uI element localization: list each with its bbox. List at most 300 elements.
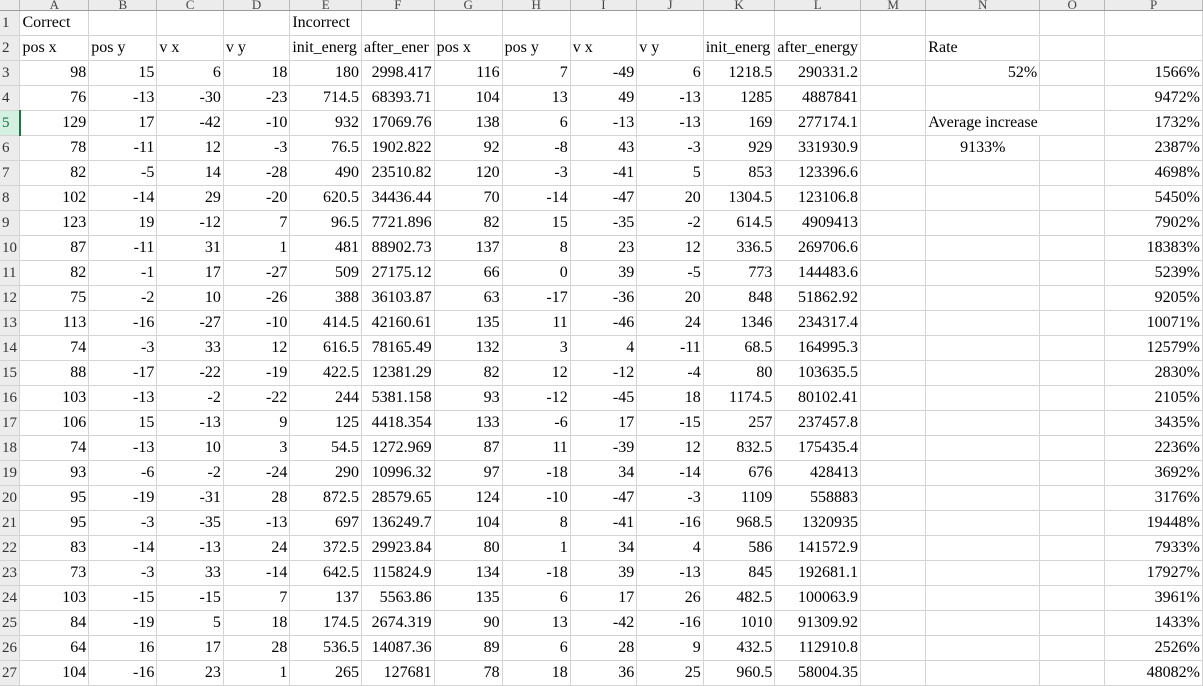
cell-d9[interactable]: 7: [223, 211, 290, 236]
cell-i18[interactable]: -39: [570, 436, 637, 461]
cell-c25[interactable]: 5: [157, 611, 224, 636]
cell-c16[interactable]: -2: [157, 386, 224, 411]
cell-b13[interactable]: -16: [89, 311, 157, 336]
cell-a3[interactable]: 98: [20, 61, 89, 86]
cell-d27[interactable]: 1: [223, 661, 290, 686]
cell-l19[interactable]: 428413: [775, 461, 861, 486]
cell-n17[interactable]: [926, 411, 1040, 436]
cell-n3[interactable]: 52%: [926, 61, 1040, 86]
cell-a8[interactable]: 102: [20, 186, 89, 211]
cell-m16[interactable]: [860, 386, 925, 411]
cell-c15[interactable]: -22: [157, 361, 224, 386]
cell-o21[interactable]: [1040, 511, 1105, 536]
cell-p2[interactable]: [1105, 36, 1203, 61]
cell-k6[interactable]: 929: [703, 136, 775, 161]
cell-e16[interactable]: 244: [290, 386, 362, 411]
cell-f18[interactable]: 1272.969: [362, 436, 435, 461]
cell-n23[interactable]: [926, 561, 1040, 586]
cell-i5[interactable]: -13: [570, 111, 637, 136]
cell-p5[interactable]: 1732%: [1105, 111, 1203, 136]
cell-b16[interactable]: -13: [89, 386, 157, 411]
cell-b27[interactable]: -16: [89, 661, 157, 686]
cell-a9[interactable]: 123: [20, 211, 89, 236]
cell-h12[interactable]: -17: [502, 286, 570, 311]
cell-n11[interactable]: [926, 261, 1040, 286]
cell-m27[interactable]: [860, 661, 925, 686]
cell-k21[interactable]: 968.5: [703, 511, 775, 536]
cell-h11[interactable]: 0: [502, 261, 570, 286]
cell-a16[interactable]: 103: [20, 386, 89, 411]
cell-c6[interactable]: 12: [157, 136, 224, 161]
cell-c8[interactable]: 29: [157, 186, 224, 211]
cell-e9[interactable]: 96.5: [290, 211, 362, 236]
cell-l24[interactable]: 100063.9: [775, 586, 861, 611]
cell-c14[interactable]: 33: [157, 336, 224, 361]
column-header-i[interactable]: I: [570, 0, 637, 11]
cell-n6[interactable]: 9133%: [926, 136, 1040, 161]
cell-n5[interactable]: Average increase: [926, 111, 1040, 136]
cell-g24[interactable]: 135: [434, 586, 502, 611]
cell-c11[interactable]: 17: [157, 261, 224, 286]
cell-p26[interactable]: 2526%: [1105, 636, 1203, 661]
cell-k2[interactable]: init_energ: [703, 36, 775, 61]
cell-n27[interactable]: [926, 661, 1040, 686]
cell-h5[interactable]: 6: [502, 111, 570, 136]
cell-i20[interactable]: -47: [570, 486, 637, 511]
cell-a6[interactable]: 78: [20, 136, 89, 161]
cell-p13[interactable]: 10071%: [1105, 311, 1203, 336]
cell-c10[interactable]: 31: [157, 236, 224, 261]
cell-k16[interactable]: 1174.5: [703, 386, 775, 411]
cell-d1[interactable]: [223, 11, 290, 36]
cell-k5[interactable]: 169: [703, 111, 775, 136]
cell-g26[interactable]: 89: [434, 636, 502, 661]
cell-g6[interactable]: 92: [434, 136, 502, 161]
cell-a18[interactable]: 74: [20, 436, 89, 461]
cell-c1[interactable]: [157, 11, 224, 36]
cell-o20[interactable]: [1040, 486, 1105, 511]
cell-c7[interactable]: 14: [157, 161, 224, 186]
cell-l3[interactable]: 290331.2: [775, 61, 861, 86]
cell-g15[interactable]: 82: [434, 361, 502, 386]
cell-h7[interactable]: -3: [502, 161, 570, 186]
cell-e5[interactable]: 932: [290, 111, 362, 136]
cell-o24[interactable]: [1040, 586, 1105, 611]
cell-i25[interactable]: -42: [570, 611, 637, 636]
cell-c23[interactable]: 33: [157, 561, 224, 586]
cell-n21[interactable]: [926, 511, 1040, 536]
cell-e26[interactable]: 536.5: [290, 636, 362, 661]
cell-d16[interactable]: -22: [223, 386, 290, 411]
cell-h24[interactable]: 6: [502, 586, 570, 611]
column-header-k[interactable]: K: [703, 0, 775, 11]
cell-m23[interactable]: [860, 561, 925, 586]
cell-m14[interactable]: [860, 336, 925, 361]
cell-o10[interactable]: [1040, 236, 1105, 261]
cell-m11[interactable]: [860, 261, 925, 286]
cell-a19[interactable]: 93: [20, 461, 89, 486]
cell-e17[interactable]: 125: [290, 411, 362, 436]
cell-c21[interactable]: -35: [157, 511, 224, 536]
cell-b12[interactable]: -2: [89, 286, 157, 311]
row-header-27[interactable]: 27: [0, 661, 20, 686]
cell-d3[interactable]: 18: [223, 61, 290, 86]
cell-b26[interactable]: 16: [89, 636, 157, 661]
cell-d11[interactable]: -27: [223, 261, 290, 286]
cell-l16[interactable]: 80102.41: [775, 386, 861, 411]
row-header-9[interactable]: 9: [0, 211, 20, 236]
cell-a7[interactable]: 82: [20, 161, 89, 186]
cell-i23[interactable]: 39: [570, 561, 637, 586]
cell-i9[interactable]: -35: [570, 211, 637, 236]
cell-a12[interactable]: 75: [20, 286, 89, 311]
cell-f8[interactable]: 34436.44: [362, 186, 435, 211]
cell-k18[interactable]: 832.5: [703, 436, 775, 461]
cell-e21[interactable]: 697: [290, 511, 362, 536]
cell-h9[interactable]: 15: [502, 211, 570, 236]
cell-k25[interactable]: 1010: [703, 611, 775, 636]
cell-i14[interactable]: 4: [570, 336, 637, 361]
cell-h8[interactable]: -14: [502, 186, 570, 211]
cell-j5[interactable]: -13: [637, 111, 704, 136]
cell-b20[interactable]: -19: [89, 486, 157, 511]
cell-g1[interactable]: [434, 11, 502, 36]
row-header-1[interactable]: 1: [0, 11, 20, 36]
cell-j2[interactable]: v y: [637, 36, 704, 61]
cell-p19[interactable]: 3692%: [1105, 461, 1203, 486]
cell-h16[interactable]: -12: [502, 386, 570, 411]
row-header-10[interactable]: 10: [0, 236, 20, 261]
cell-l17[interactable]: 237457.8: [775, 411, 861, 436]
cell-a21[interactable]: 95: [20, 511, 89, 536]
cell-n20[interactable]: [926, 486, 1040, 511]
cell-e13[interactable]: 414.5: [290, 311, 362, 336]
cell-d21[interactable]: -13: [223, 511, 290, 536]
cell-f9[interactable]: 7721.896: [362, 211, 435, 236]
cell-e7[interactable]: 490: [290, 161, 362, 186]
cell-c22[interactable]: -13: [157, 536, 224, 561]
cell-o1[interactable]: [1040, 11, 1105, 36]
cell-h20[interactable]: -10: [502, 486, 570, 511]
cell-a13[interactable]: 113: [20, 311, 89, 336]
cell-d25[interactable]: 18: [223, 611, 290, 636]
cell-f13[interactable]: 42160.61: [362, 311, 435, 336]
cell-i19[interactable]: 34: [570, 461, 637, 486]
cell-b11[interactable]: -1: [89, 261, 157, 286]
cell-n14[interactable]: [926, 336, 1040, 361]
cell-n13[interactable]: [926, 311, 1040, 336]
select-all-corner[interactable]: [0, 0, 20, 11]
cell-e27[interactable]: 265: [290, 661, 362, 686]
cell-h22[interactable]: 1: [502, 536, 570, 561]
cell-f1[interactable]: [362, 11, 435, 36]
cell-b19[interactable]: -6: [89, 461, 157, 486]
cell-m5[interactable]: [860, 111, 925, 136]
cell-o9[interactable]: [1040, 211, 1105, 236]
column-header-o[interactable]: O: [1040, 0, 1105, 11]
cell-f25[interactable]: 2674.319: [362, 611, 435, 636]
cell-o17[interactable]: [1040, 411, 1105, 436]
cell-n15[interactable]: [926, 361, 1040, 386]
cell-b7[interactable]: -5: [89, 161, 157, 186]
cell-c5[interactable]: -42: [157, 111, 224, 136]
cell-n22[interactable]: [926, 536, 1040, 561]
cell-g16[interactable]: 93: [434, 386, 502, 411]
cell-j8[interactable]: 20: [637, 186, 704, 211]
row-header-6[interactable]: 6: [0, 136, 20, 161]
cell-b23[interactable]: -3: [89, 561, 157, 586]
cell-a20[interactable]: 95: [20, 486, 89, 511]
cell-e1[interactable]: Incorrect: [290, 11, 362, 36]
cell-l5[interactable]: 277174.1: [775, 111, 861, 136]
cell-h13[interactable]: 11: [502, 311, 570, 336]
cell-k10[interactable]: 336.5: [703, 236, 775, 261]
cell-a24[interactable]: 103: [20, 586, 89, 611]
cell-b22[interactable]: -14: [89, 536, 157, 561]
row-header-4[interactable]: 4: [0, 86, 20, 111]
cell-m7[interactable]: [860, 161, 925, 186]
row-header-5[interactable]: 5: [0, 111, 20, 136]
cell-j23[interactable]: -13: [637, 561, 704, 586]
cell-a25[interactable]: 84: [20, 611, 89, 636]
cell-d22[interactable]: 24: [223, 536, 290, 561]
cell-h17[interactable]: -6: [502, 411, 570, 436]
cell-d17[interactable]: 9: [223, 411, 290, 436]
cell-p25[interactable]: 1433%: [1105, 611, 1203, 636]
cell-o8[interactable]: [1040, 186, 1105, 211]
cell-l4[interactable]: 4887841: [775, 86, 861, 111]
cell-o26[interactable]: [1040, 636, 1105, 661]
cell-m18[interactable]: [860, 436, 925, 461]
cell-j24[interactable]: 26: [637, 586, 704, 611]
row-header-16[interactable]: 16: [0, 386, 20, 411]
cell-h10[interactable]: 8: [502, 236, 570, 261]
cell-g9[interactable]: 82: [434, 211, 502, 236]
cell-j11[interactable]: -5: [637, 261, 704, 286]
cell-c26[interactable]: 17: [157, 636, 224, 661]
cell-j19[interactable]: -14: [637, 461, 704, 486]
cell-l23[interactable]: 192681.1: [775, 561, 861, 586]
cell-b21[interactable]: -3: [89, 511, 157, 536]
cell-k3[interactable]: 1218.5: [703, 61, 775, 86]
cell-l8[interactable]: 123106.8: [775, 186, 861, 211]
cell-h3[interactable]: 7: [502, 61, 570, 86]
cell-o25[interactable]: [1040, 611, 1105, 636]
cell-a11[interactable]: 82: [20, 261, 89, 286]
cell-j10[interactable]: 12: [637, 236, 704, 261]
row-header-7[interactable]: 7: [0, 161, 20, 186]
cell-i26[interactable]: 28: [570, 636, 637, 661]
cell-h1[interactable]: [502, 11, 570, 36]
cell-f11[interactable]: 27175.12: [362, 261, 435, 286]
cell-o23[interactable]: [1040, 561, 1105, 586]
cell-i27[interactable]: 36: [570, 661, 637, 686]
cell-c24[interactable]: -15: [157, 586, 224, 611]
cell-m4[interactable]: [860, 86, 925, 111]
cell-h4[interactable]: 13: [502, 86, 570, 111]
cell-o27[interactable]: [1040, 661, 1105, 686]
cell-p4[interactable]: 9472%: [1105, 86, 1203, 111]
cell-h23[interactable]: -18: [502, 561, 570, 586]
cell-k22[interactable]: 586: [703, 536, 775, 561]
cell-c2[interactable]: v x: [157, 36, 224, 61]
cell-i21[interactable]: -41: [570, 511, 637, 536]
cell-g13[interactable]: 135: [434, 311, 502, 336]
cell-c4[interactable]: -30: [157, 86, 224, 111]
cell-b10[interactable]: -11: [89, 236, 157, 261]
row-header-18[interactable]: 18: [0, 436, 20, 461]
cell-i1[interactable]: [570, 11, 637, 36]
cell-b25[interactable]: -19: [89, 611, 157, 636]
cell-g12[interactable]: 63: [434, 286, 502, 311]
cell-l14[interactable]: 164995.3: [775, 336, 861, 361]
cell-o7[interactable]: [1040, 161, 1105, 186]
cell-a27[interactable]: 104: [20, 661, 89, 686]
row-header-17[interactable]: 17: [0, 411, 20, 436]
cell-b24[interactable]: -15: [89, 586, 157, 611]
cell-g5[interactable]: 138: [434, 111, 502, 136]
cell-o12[interactable]: [1040, 286, 1105, 311]
column-header-j[interactable]: J: [637, 0, 704, 11]
cell-g14[interactable]: 132: [434, 336, 502, 361]
cell-k12[interactable]: 848: [703, 286, 775, 311]
column-header-n[interactable]: N: [926, 0, 1040, 11]
cell-f26[interactable]: 14087.36: [362, 636, 435, 661]
cell-m15[interactable]: [860, 361, 925, 386]
cell-e24[interactable]: 137: [290, 586, 362, 611]
cell-p10[interactable]: 18383%: [1105, 236, 1203, 261]
cell-i12[interactable]: -36: [570, 286, 637, 311]
cell-n1[interactable]: [926, 11, 1040, 36]
cell-e25[interactable]: 174.5: [290, 611, 362, 636]
cell-c13[interactable]: -27: [157, 311, 224, 336]
cell-d4[interactable]: -23: [223, 86, 290, 111]
cell-a5[interactable]: 129: [20, 111, 89, 136]
cell-l7[interactable]: 123396.6: [775, 161, 861, 186]
cell-f14[interactable]: 78165.49: [362, 336, 435, 361]
cell-l2[interactable]: after_energy: [775, 36, 861, 61]
cell-j17[interactable]: -15: [637, 411, 704, 436]
cell-p20[interactable]: 3176%: [1105, 486, 1203, 511]
cell-p27[interactable]: 48082%: [1105, 661, 1203, 686]
cell-d7[interactable]: -28: [223, 161, 290, 186]
cell-i15[interactable]: -12: [570, 361, 637, 386]
cell-m19[interactable]: [860, 461, 925, 486]
cell-d19[interactable]: -24: [223, 461, 290, 486]
cell-e4[interactable]: 714.5: [290, 86, 362, 111]
cell-m9[interactable]: [860, 211, 925, 236]
cell-o6[interactable]: [1040, 136, 1105, 161]
cell-d15[interactable]: -19: [223, 361, 290, 386]
cell-d10[interactable]: 1: [223, 236, 290, 261]
row-header-13[interactable]: 13: [0, 311, 20, 336]
cell-p12[interactable]: 9205%: [1105, 286, 1203, 311]
cell-f3[interactable]: 2998.417: [362, 61, 435, 86]
cell-i4[interactable]: 49: [570, 86, 637, 111]
cell-a10[interactable]: 87: [20, 236, 89, 261]
cell-f7[interactable]: 23510.82: [362, 161, 435, 186]
cell-m21[interactable]: [860, 511, 925, 536]
cell-n26[interactable]: [926, 636, 1040, 661]
cell-g27[interactable]: 78: [434, 661, 502, 686]
cell-k14[interactable]: 68.5: [703, 336, 775, 361]
cell-b18[interactable]: -13: [89, 436, 157, 461]
cell-h26[interactable]: 6: [502, 636, 570, 661]
cell-n8[interactable]: [926, 186, 1040, 211]
cell-g23[interactable]: 134: [434, 561, 502, 586]
cell-i6[interactable]: 43: [570, 136, 637, 161]
cell-d26[interactable]: 28: [223, 636, 290, 661]
cell-f22[interactable]: 29923.84: [362, 536, 435, 561]
cell-p11[interactable]: 5239%: [1105, 261, 1203, 286]
cell-m20[interactable]: [860, 486, 925, 511]
cell-l21[interactable]: 1320935: [775, 511, 861, 536]
cell-i3[interactable]: -49: [570, 61, 637, 86]
cell-m13[interactable]: [860, 311, 925, 336]
row-header-19[interactable]: 19: [0, 461, 20, 486]
cell-j3[interactable]: 6: [637, 61, 704, 86]
cell-o4[interactable]: [1040, 86, 1105, 111]
row-header-21[interactable]: 21: [0, 511, 20, 536]
cell-g8[interactable]: 70: [434, 186, 502, 211]
column-header-h[interactable]: H: [502, 0, 570, 11]
cell-k1[interactable]: [703, 11, 775, 36]
cell-i24[interactable]: 17: [570, 586, 637, 611]
cell-g19[interactable]: 97: [434, 461, 502, 486]
cell-l10[interactable]: 269706.6: [775, 236, 861, 261]
cell-g7[interactable]: 120: [434, 161, 502, 186]
cell-b1[interactable]: [89, 11, 157, 36]
cell-p9[interactable]: 7902%: [1105, 211, 1203, 236]
cell-k17[interactable]: 257: [703, 411, 775, 436]
cell-o2[interactable]: [1040, 36, 1105, 61]
cell-o19[interactable]: [1040, 461, 1105, 486]
cell-c9[interactable]: -12: [157, 211, 224, 236]
row-header-12[interactable]: 12: [0, 286, 20, 311]
cell-n24[interactable]: [926, 586, 1040, 611]
cell-g20[interactable]: 124: [434, 486, 502, 511]
cell-e15[interactable]: 422.5: [290, 361, 362, 386]
cell-b9[interactable]: 19: [89, 211, 157, 236]
cell-o5[interactable]: [1040, 111, 1105, 136]
cell-j26[interactable]: 9: [637, 636, 704, 661]
column-header-d[interactable]: D: [223, 0, 290, 11]
cell-n10[interactable]: [926, 236, 1040, 261]
column-header-a[interactable]: A: [20, 0, 89, 11]
cell-j22[interactable]: 4: [637, 536, 704, 561]
cell-k13[interactable]: 1346: [703, 311, 775, 336]
cell-i17[interactable]: 17: [570, 411, 637, 436]
cell-g22[interactable]: 80: [434, 536, 502, 561]
cell-k20[interactable]: 1109: [703, 486, 775, 511]
cell-j12[interactable]: 20: [637, 286, 704, 311]
cell-n7[interactable]: [926, 161, 1040, 186]
cell-k9[interactable]: 614.5: [703, 211, 775, 236]
cell-l1[interactable]: [775, 11, 861, 36]
cell-b4[interactable]: -13: [89, 86, 157, 111]
cell-k4[interactable]: 1285: [703, 86, 775, 111]
cell-f15[interactable]: 12381.29: [362, 361, 435, 386]
cell-p8[interactable]: 5450%: [1105, 186, 1203, 211]
cell-l11[interactable]: 144483.6: [775, 261, 861, 286]
column-header-c[interactable]: C: [157, 0, 224, 11]
cell-j6[interactable]: -3: [637, 136, 704, 161]
cell-h19[interactable]: -18: [502, 461, 570, 486]
cell-e11[interactable]: 509: [290, 261, 362, 286]
cell-p22[interactable]: 7933%: [1105, 536, 1203, 561]
cell-m25[interactable]: [860, 611, 925, 636]
cell-b8[interactable]: -14: [89, 186, 157, 211]
